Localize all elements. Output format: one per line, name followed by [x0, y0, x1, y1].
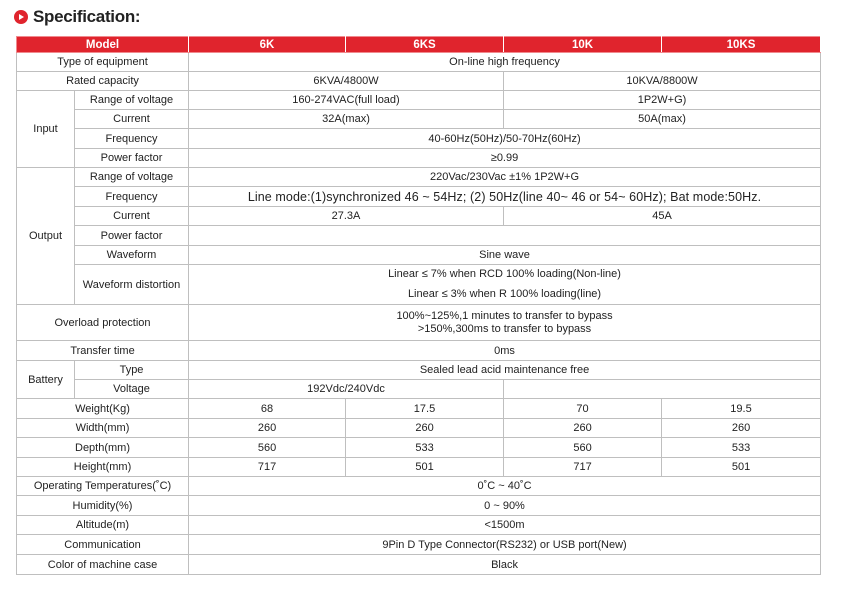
column-header-10ks: 10KS — [662, 37, 821, 53]
cell-value: 19.5 — [662, 399, 821, 419]
cell-value: 533 — [346, 438, 504, 458]
table-row — [17, 91, 821, 110]
cell-value: Black — [189, 555, 821, 575]
overload-line-2: >150%,300ms to transfer to bypass — [417, 322, 592, 335]
table-row — [17, 72, 821, 91]
cell-value: 717 — [189, 458, 346, 477]
cell-value: Sealed lead acid maintenance free — [189, 361, 821, 380]
table-row — [17, 246, 821, 265]
row-label: Communication — [17, 535, 189, 555]
row-label: Waveform distortion — [75, 265, 189, 305]
table-row — [17, 341, 821, 361]
row-label: Type — [75, 361, 189, 380]
row-label: Power factor — [75, 149, 189, 168]
group-label-output: Output — [17, 168, 75, 305]
row-label: Operating Temperatures(˚C) — [17, 477, 189, 496]
row-label: Range of voltage — [75, 91, 189, 110]
cell-value — [189, 265, 821, 305]
page-title: Specification: — [33, 7, 141, 26]
cell-value: 27.3A — [189, 207, 504, 226]
row-label: Humidity(%) — [17, 496, 189, 516]
cell-value: 533 — [662, 438, 821, 458]
table-row — [17, 207, 821, 226]
row-label: Altitude(m) — [17, 516, 189, 535]
cell-value: 160-274VAC(full load) — [189, 91, 504, 110]
play-circle-icon — [14, 10, 28, 24]
table-row — [17, 438, 821, 458]
distortion-line-2: Linear ≤ 3% when R 100% loading(line) — [407, 288, 602, 300]
row-label: Width(mm) — [17, 419, 189, 438]
section-header — [14, 6, 140, 28]
cell-value: Line mode:(1)synchronized 46 ~ 54Hz; (2) 50Hz(line 40~ 46 or 54~ 60Hz); Bat mode:50Hz. — [189, 187, 821, 207]
cell-value: 17.5 — [346, 399, 504, 419]
table-row — [17, 305, 821, 341]
column-header-model: Model — [17, 37, 189, 53]
table-row — [17, 265, 821, 305]
row-label: Power factor — [75, 226, 189, 246]
table-row — [17, 168, 821, 187]
specification-table — [16, 36, 821, 575]
table-row — [17, 226, 821, 246]
cell-value: 260 — [662, 419, 821, 438]
cell-value: 9Pin D Type Connector(RS232) or USB port(New) — [189, 535, 821, 555]
table-row — [17, 496, 821, 516]
cell-value: 501 — [662, 458, 821, 477]
cell-value: 0ms — [189, 341, 821, 361]
cell-value: ≥0.99 — [189, 149, 821, 168]
table-row — [17, 187, 821, 207]
row-label: Range of voltage — [75, 168, 189, 187]
cell-value: 717 — [504, 458, 662, 477]
table-row — [17, 399, 821, 419]
row-label: Transfer time — [17, 341, 189, 361]
row-label: Frequency — [75, 129, 189, 149]
cell-value: Sine wave — [189, 246, 821, 265]
table-row — [17, 535, 821, 555]
cell-value: 0 ~ 90% — [189, 496, 821, 516]
cell-value: 260 — [346, 419, 504, 438]
row-label: Frequency — [75, 187, 189, 207]
cell-value: 0˚C ~ 40˚C — [189, 477, 821, 496]
table-header-row — [17, 37, 821, 53]
cell-value: 220Vac/230Vac ±1% 1P2W+G — [189, 168, 821, 187]
table-row — [17, 149, 821, 168]
row-label: Depth(mm) — [17, 438, 189, 458]
table-row — [17, 516, 821, 535]
cell-value: 501 — [346, 458, 504, 477]
cell-value: 40-60Hz(50Hz)/50-70Hz(60Hz) — [189, 129, 821, 149]
table-row — [17, 380, 821, 399]
cell-value: 560 — [189, 438, 346, 458]
row-label: Voltage — [75, 380, 189, 399]
cell-value: 1P2W+G) — [504, 91, 821, 110]
row-label: Color of machine case — [17, 555, 189, 575]
cell-value: 260 — [504, 419, 662, 438]
row-label: Type of equipment — [17, 53, 189, 72]
row-label: Overload protection — [17, 305, 189, 341]
table-row — [17, 53, 821, 72]
cell-value: On-line high frequency — [189, 53, 821, 72]
cell-value: 260 — [189, 419, 346, 438]
cell-value: 10KVA/8800W — [504, 72, 821, 91]
overload-line-1: 100%~125%,1 minutes to transfer to bypass — [396, 309, 613, 322]
cell-value: 70 — [504, 399, 662, 419]
cell-value: 32A(max) — [189, 110, 504, 129]
table-row — [17, 361, 821, 380]
cell-value — [189, 226, 821, 246]
cell-value: 50A(max) — [504, 110, 821, 129]
table-row — [17, 555, 821, 575]
group-label-input: Input — [17, 91, 75, 168]
row-label: Rated capacity — [17, 72, 189, 91]
column-header-10k: 10K — [504, 37, 662, 53]
cell-value — [504, 380, 821, 399]
column-header-6k: 6K — [189, 37, 346, 53]
cell-value — [189, 305, 821, 341]
cell-value: 192Vdc/240Vdc — [189, 380, 504, 399]
table-row — [17, 110, 821, 129]
cell-value: 560 — [504, 438, 662, 458]
cell-value: 68 — [189, 399, 346, 419]
row-label: Waveform — [75, 246, 189, 265]
column-header-6ks: 6KS — [346, 37, 504, 53]
cell-value: 45A — [504, 207, 821, 226]
row-label: Current — [75, 110, 189, 129]
row-label: Weight(Kg) — [17, 399, 189, 419]
table-row — [17, 419, 821, 438]
table-row — [17, 477, 821, 496]
cell-value: <1500m — [189, 516, 821, 535]
table-row — [17, 129, 821, 149]
distortion-line-1: Linear ≤ 7% when RCD 100% loading(Non-line) — [388, 268, 621, 280]
row-label: Current — [75, 207, 189, 226]
group-label-battery: Battery — [17, 361, 75, 399]
table-row — [17, 458, 821, 477]
row-label: Height(mm) — [17, 458, 189, 477]
cell-value: 6KVA/4800W — [189, 72, 504, 91]
